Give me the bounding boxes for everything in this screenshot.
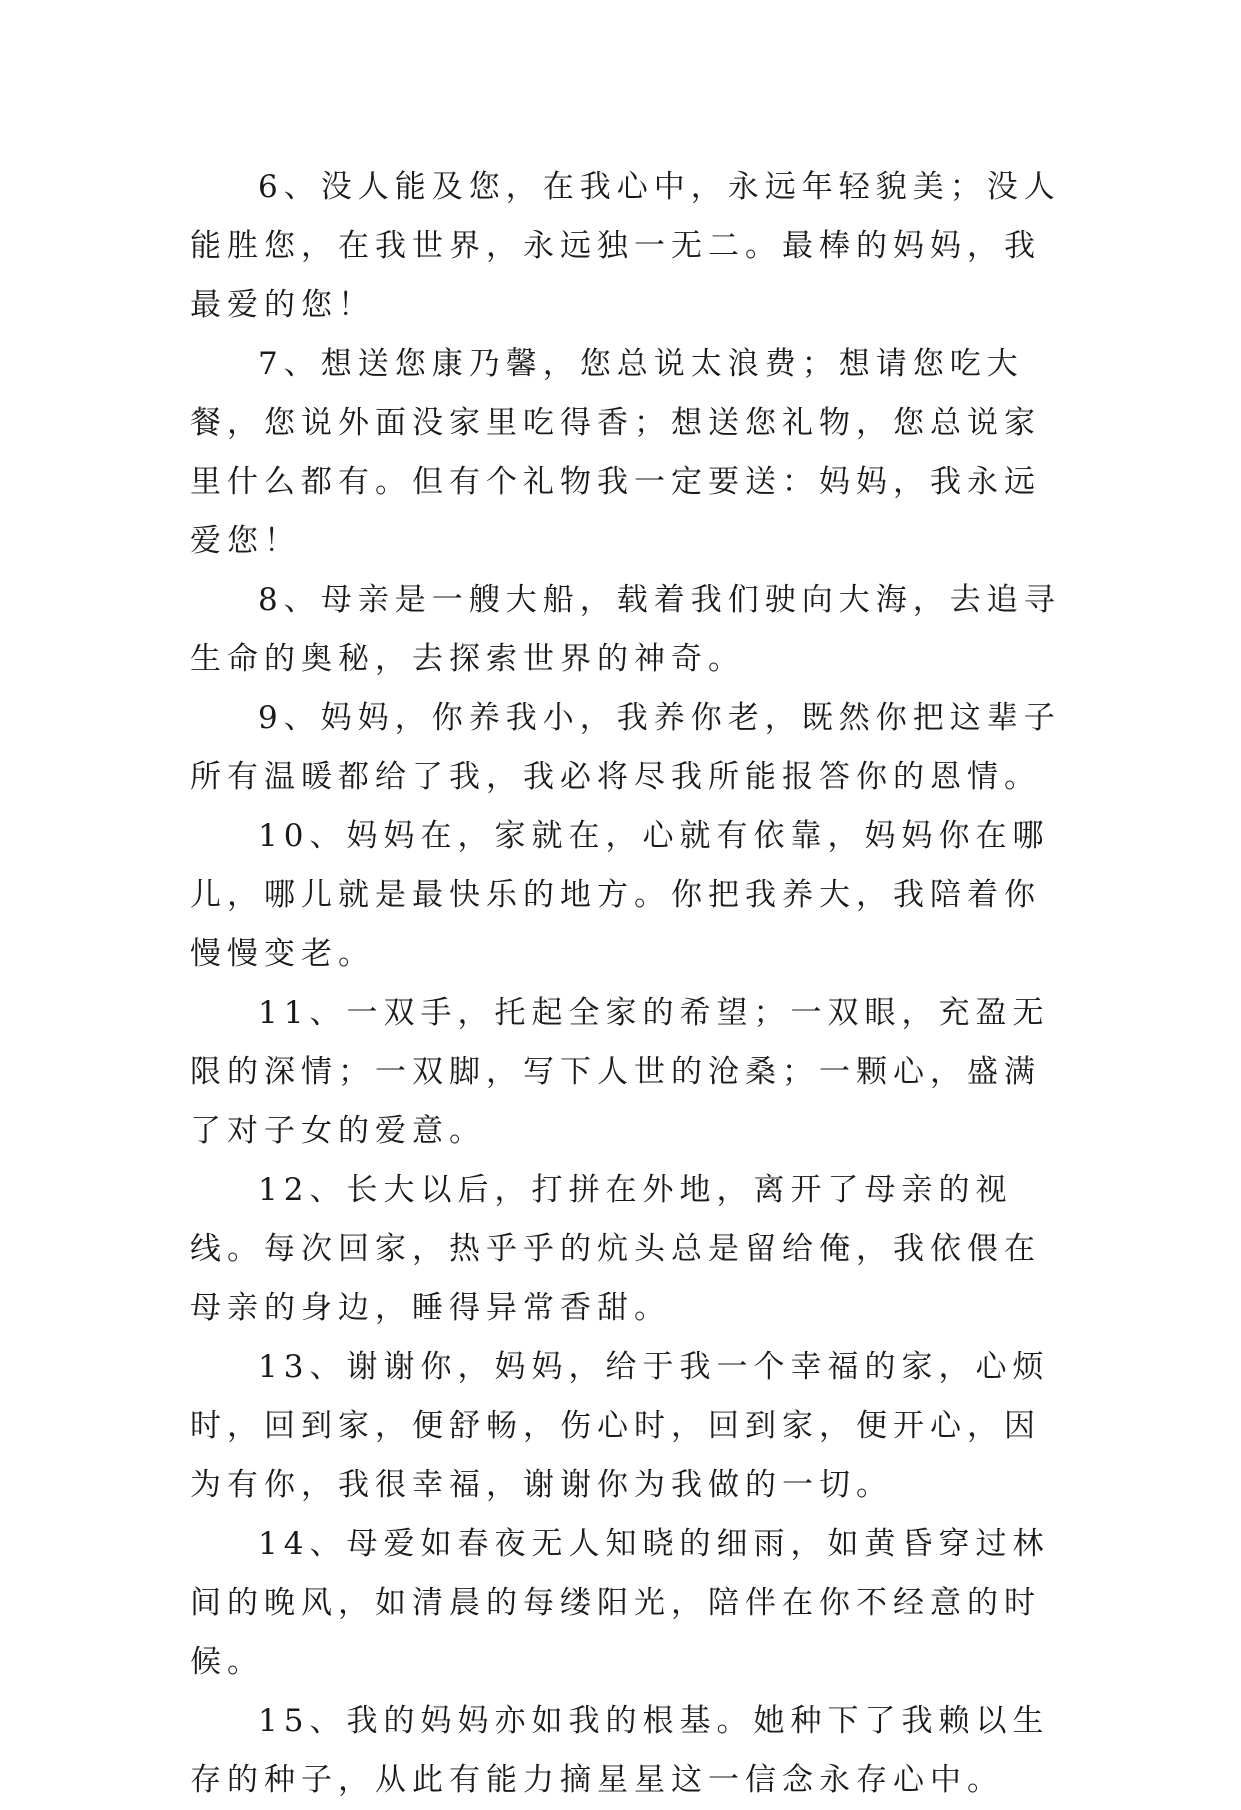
paragraph-14: 14、母爱如春夜无人知晓的细雨，如黄昏穿过林间的晚风，如清晨的每缕阳光，陪伴在你不经意的时候。 [190,1526,1050,1680]
paragraph-12: 12、长大以后，打拼在外地，离开了母亲的视线。每次回家，热乎乎的炕头总是留给俺，我依偎在母亲的身边，睡得异常香甜。 [190,1172,1041,1326]
paragraph-7: 7、想送您康乃馨，您总说太浪费；想请您吃大餐，您说外面没家里吃得香；想送您礼物，您总说家里什么都有。但有个礼物我一定要送：妈妈，我永远爱您！ [190,346,1041,559]
paragraph-15: 15、我的妈妈亦如我的根基。她种下了我赖以生存的种子，从此有能力摘星星这一信念永存心中。 [190,1703,1050,1798]
paragraph-6: 6、没人能及您，在我心中，永远年轻貌美；没人能胜您，在我世界，永远独一无二。最棒的妈妈，我最爱的您！ [190,169,1061,323]
document-body [190,158,1070,1810]
paragraph-9: 9、妈妈，你养我小，我养你老，既然你把这辈子所有温暖都给了我，我必将尽我所能报答你的恩情。 [190,700,1061,795]
paragraph-13: 13、谢谢你，妈妈，给于我一个幸福的家，心烦时，回到家，便舒畅，伤心时，回到家，便开心，因为有你，我很幸福，谢谢你为我做的一切。 [190,1349,1050,1503]
paragraph-11: 11、一双手，托起全家的希望；一双眼，充盈无限的深情；一双脚，写下人世的沧桑；一颗心，盛满了对子女的爱意。 [190,995,1050,1149]
paragraph-10: 10、妈妈在，家就在，心就有依靠，妈妈你在哪儿，哪儿就是最快乐的地方。你把我养大，我陪着你慢慢变老。 [190,818,1050,972]
paragraph-8: 8、母亲是一艘大船，载着我们驶向大海，去追寻生命的奥秘，去探索世界的神奇。 [190,582,1061,677]
